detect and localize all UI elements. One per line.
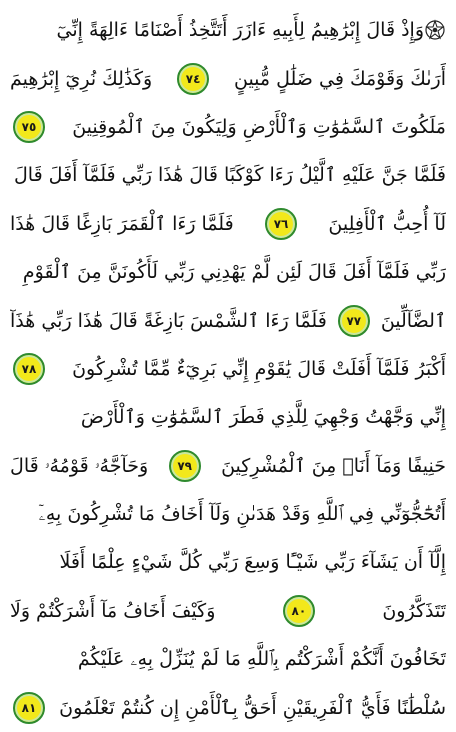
text-line — [10, 151, 446, 199]
star-ornament-icon — [424, 19, 446, 41]
text-line — [10, 103, 446, 151]
verse-text: سُلْطَٰنًا فَأَيُّ ٱلْفَرِيقَيْنِ أَحَقُّ بِٱلْأَمْنِ إِن كُنتُمْ تَعْلَمُونَ — [59, 696, 446, 719]
verse-text: فَلَمَّا رَءَا ٱلشَّمْسَ بَازِغَةً قَالَ هَٰذَا رَبِّي هَٰذَآ — [10, 309, 327, 332]
verse-text: تَخَافُونَ أَنَّكُمْ أَشْرَكْتُم بِٱللَّهِ مَا لَمْ يُنَزِّلْ بِهِۦ عَلَيْكُمْ — [77, 648, 446, 671]
verse-text: أَرَىٰكَ وَقَوْمَكَ فِي ضَلَٰلٍ مُّبِينٍ — [233, 67, 446, 90]
verse-text: حَنِيفًا وَمَآ أَنَا۠ مِنَ ٱلْمُشْرِكِينَ — [221, 454, 446, 477]
verse-text: وَكَذَٰلِكَ نُرِيٓ إِبْرَٰهِيمَ — [10, 67, 153, 90]
text-line — [10, 683, 446, 731]
line-start-segment — [57, 19, 447, 41]
verse-text: ٱلضَّآلِّينَ — [380, 309, 446, 332]
ayah-number-marker: ٧٦ — [265, 208, 297, 240]
text-line — [10, 248, 446, 296]
verse-text: ﻭَإِذْ قَالَ إِبْرَٰهِيمُ لِأَبِيهِ ءَازَرَ أَتَتَّخِذُ أَصْنَامًا ءَالِهَةً إِنِّيٓ — [56, 19, 424, 42]
ayah-number-marker: ٧٧ — [338, 305, 370, 337]
ayah-number-marker: ٨٠ — [283, 595, 315, 627]
verse-text: لَآ أُحِبُّ ٱلْأَفِلِينَ — [328, 212, 446, 235]
text-line — [10, 393, 446, 441]
text-line — [10, 200, 446, 248]
verse-text: أَكْبَرُ فَلَمَّآ أَفَلَتْ قَالَ يَٰقَوْمِ إِنِّي بَرِيٓءٌ مِّمَّا تُشْرِكُونَ — [72, 357, 446, 380]
ayah-number-marker: ٧٨ — [13, 353, 45, 385]
text-line — [10, 345, 446, 393]
ayah-number-marker: ٧٥ — [13, 111, 45, 143]
text-line — [10, 490, 446, 538]
text-line — [10, 635, 446, 683]
text-line — [10, 587, 446, 635]
text-line — [10, 296, 446, 344]
text-line — [10, 538, 446, 586]
verse-text: وَحَآجَّهُۥ قَوْمُهُۥ قَالَ — [10, 454, 149, 477]
verse-text: وَكَيْفَ أَخَافُ مَآ أَشْرَكْتُمْ وَلَا — [10, 599, 216, 622]
verse-text: مَلَكُوتَ ٱلسَّمَٰوَٰتِ وَٱلْأَرْضِ وَلِيَكُونَ مِنَ ٱلْمُوقِنِينَ — [72, 115, 446, 138]
text-line — [10, 442, 446, 490]
text-line — [10, 54, 446, 102]
text-line — [10, 6, 446, 54]
verse-text: أَتُحَٰٓجُّوٓنِّي فِي ٱللَّهِ وَقَدْ هَدَىٰنِ وَلَآ أَخَافُ مَا تُشْرِكُونَ بِهِۦٓ — [38, 503, 446, 526]
ayah-number-marker: ٧٩ — [169, 450, 201, 482]
verse-text: فَلَمَّا جَنَّ عَلَيْهِ ٱلَّيْلُ رَءَا كَوْكَبًا قَالَ هَٰذَا رَبِّي فَلَمَّآ أَفَلَ قَالَ — [13, 164, 446, 187]
verse-text: رَبِّي فَلَمَّآ أَفَلَ قَالَ لَئِن لَّمْ يَهْدِنِي رَبِّي لَأَكُونَنَّ مِنَ ٱلْقَوْمِ — [22, 261, 446, 284]
verse-text: إِلَّآ أَن يَشَآءَ رَبِّي شَيْـًٔا وَسِعَ رَبِّي كُلَّ شَيْءٍ عِلْمًا أَفَلَا — [59, 551, 446, 574]
verse-text: فَلَمَّا رَءَا ٱلْقَمَرَ بَازِغًا قَالَ هَٰذَا — [10, 212, 234, 235]
ayah-number-marker: ٧٤ — [177, 63, 209, 95]
ayah-number-marker: ٨١ — [13, 692, 45, 724]
verse-text: إِنِّي وَجَّهْتُ وَجْهِيَ لِلَّذِي فَطَرَ ٱلسَّمَٰوَٰتِ وَٱلْأَرْضَ — [80, 406, 446, 429]
verse-text: تَتَذَكَّرُونَ — [382, 599, 446, 622]
